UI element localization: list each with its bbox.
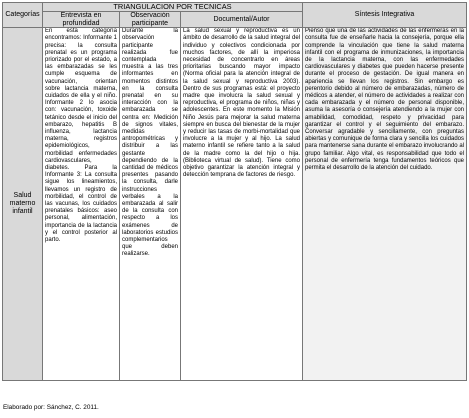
observacion-header: Observación participante	[120, 12, 181, 28]
triangulation-title: TRIANGULACION POR TECNICAS	[43, 3, 303, 12]
category-cell: Salud materno infantil	[3, 28, 43, 381]
entrevista-header: Entrevista en profundidad	[43, 12, 120, 28]
source-footnote: Elaborado por: Sánchez, C. 2011.	[3, 404, 99, 411]
categorias-header: Categorías	[3, 3, 43, 28]
documental-header: Documental/Autor	[181, 12, 303, 28]
main-header-row	[3, 3, 467, 12]
triangulation-table	[2, 2, 467, 381]
observacion-cell: Durante la observación participante realizada fue contemplada muestra a las tres informantes en momentos distintos en la consulta prenatal en su interacción con la embarazada se centra en: Medición de signos vitales, medidas antropométricas y distribuir a las gestante dependiendo de la cantidad de médicos presentes pasando la consulta, darle instrucciones verbales a la embarazada al salir de la consulta con respecto a los exámenes de laboratorios estudios complementarios que deben realizarse.	[120, 28, 181, 381]
sintesis-header: Síntesis Integrativa	[303, 3, 467, 28]
sintesis-cell: Pienso que una de las actividades de las enfermeras en la consulta fue de enseñarle hacia la consejería, porque ella comprende la vinculación que tiene la salud materna infantil con el programa de inmunizaciones, la importancia de la lactancia materna, con las enfermedades cardiovasculares y diabetes que pueden hacerse presente durante el proceso de gestación. De igual manera en apariencia se llevan los registros. Sin embargo es perentorio debido al número de embarazadas, número de médicos a atender, el número de actividades a realizar con cada embarazada y el número de personal disponible, asuma la asesoría o consejería atendiendo a la mujer con amabilidad, comodidad, respeto y privacidad para garantizar el control y el seguimiento del embarazo. Conversar agradable y sencillamente, con preguntas abiertas y comunique de forma clara y sencilla los cuidados para mantenerse sana durante el embarazo involucrando al grupo familiar. Algo vital, es responsabilidad que todo el personal de enfermería tenga fundamentos teóricos que permita el desarrollo de la atención del cuidado.	[303, 28, 467, 381]
documental-cell: La salud sexual y reproductiva es un ámbito de desarrollo de la salud integral del individuo y colectivos condicionada por muchos factores, de allí la imperiosa necesidad de concentrarlo en áreas prioritarias buscando mayor impacto (Norma oficial para la atención integral de la salud sexual y reproductiva 2003). Dentro de sus programas está: el proyecto madre que involucra la salud sexual y reproductiva, el programa de niños, niñas y adolescentes. En este momento la Misión Niño Jesús para mejorar la salud materna siempre en busca del bienestar de la mujer y reducir las tasas de morbi-mortalidad que involucre a la mujer y al hijo. La salud materno infantil se refiere tanto a la salud de la madre como la del hijo o hija. (Biblioteca virtual de salud). Tiene como objetivo garantizar la atención integral y detección temprana de factores de riesgo.	[181, 28, 303, 381]
table-row	[3, 28, 467, 381]
entrevista-cell: En esta categoría encontramos: Informante 1 precisa: la consulta prenatal es un programa priorizado por el estado, a las embarazadas se les cumple esquema de vacunación, orientan sobre lactancia materna, cuidados de ella y el niño. Informante 2 lo asocia con: vacunación, toxoide tetánico desde el inicio del embarazo, hepatitis B influenza, lactancia materna, registros epidemiológicos, morbilidad enfermedades cardiovasculares, diabetes. Para la Informante 3: La consulta sigue los lineamientos, llevamos un registro de morbilidad, el control de las vacunas, los cuidados prenatales básicos: aseo personal, alimentación, importancia de la lactancia y el control posterior al parto.	[43, 28, 120, 381]
